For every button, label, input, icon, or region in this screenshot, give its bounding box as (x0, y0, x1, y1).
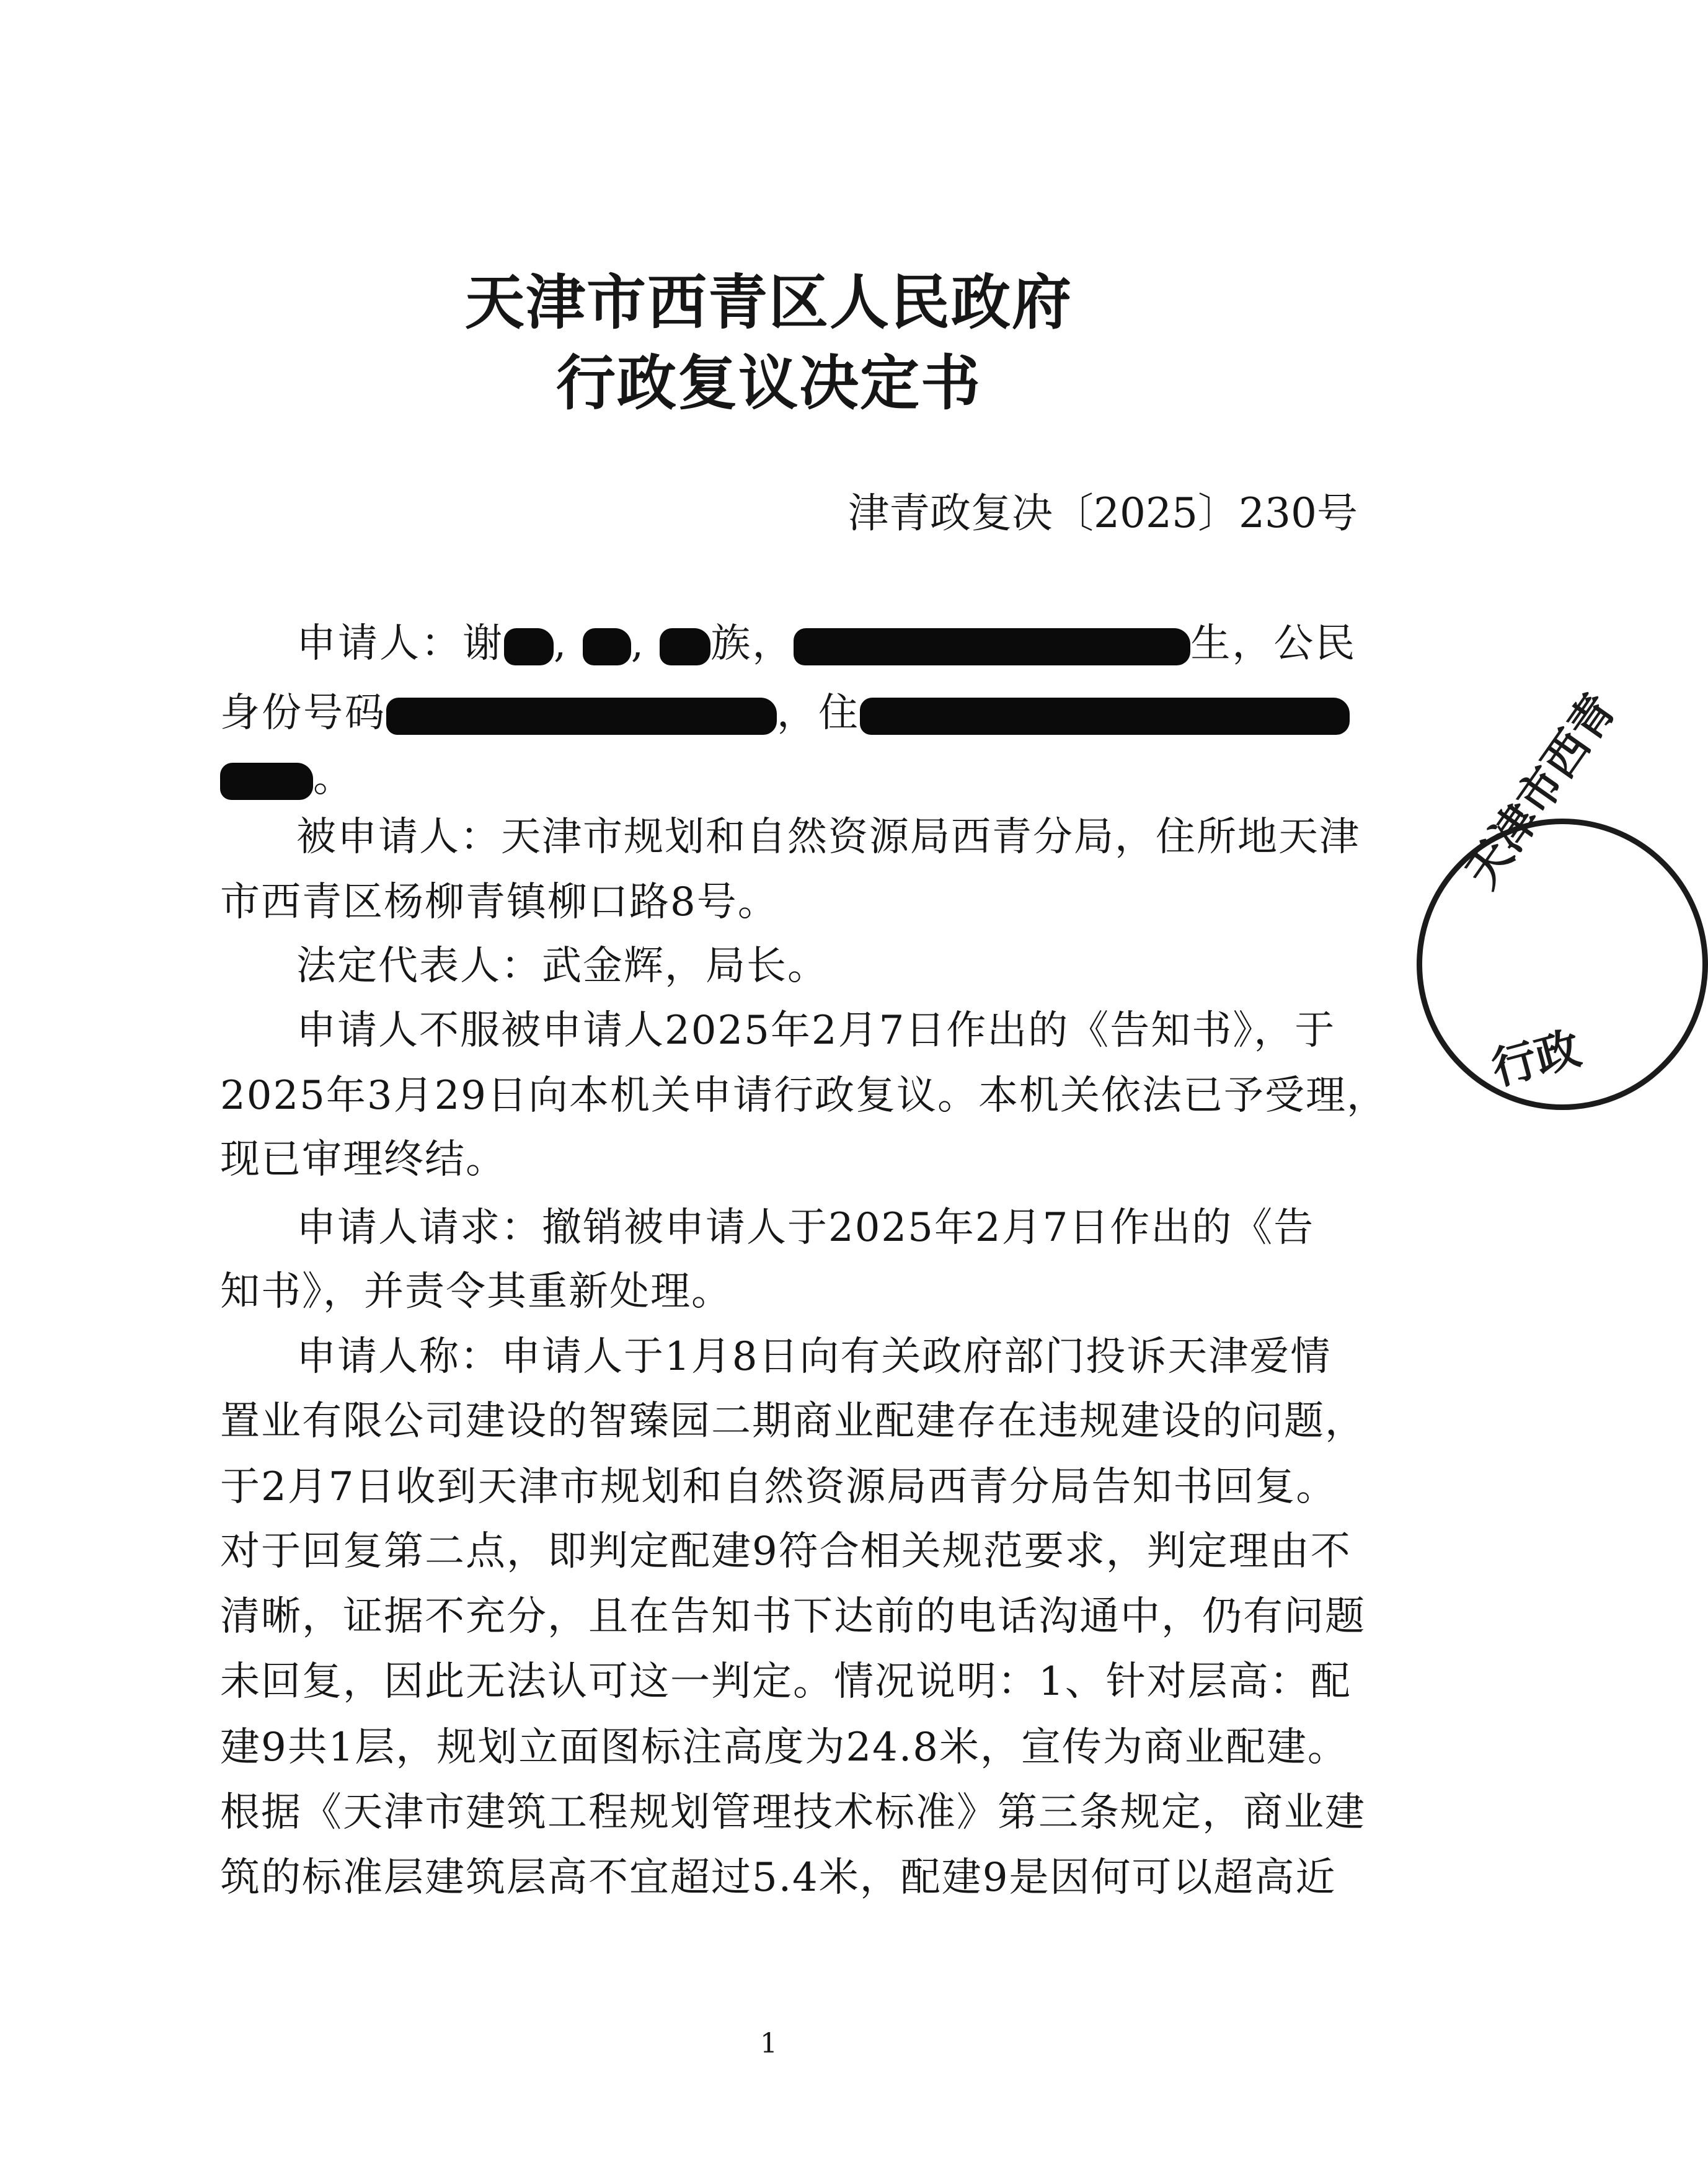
applicant-line-2 (220, 688, 1350, 738)
redaction-block (583, 628, 631, 665)
applicant-ethnicity-suffix: 族， (710, 621, 794, 667)
claim-line-6: 未回复，因此无法认可这一判定。情况说明：1、针对层高：配 (220, 1659, 1352, 1705)
address-label: ，住 (777, 690, 860, 736)
document-title-line-1: 天津市西青区人民政府 (465, 267, 1073, 337)
claim-line-1: 申请人称：申请人于1月8日向有关政府部门投诉天津爱情 (296, 1334, 1332, 1380)
applicant-line-1: 申请人：谢 , , 族， 生，公民 (296, 621, 1357, 667)
background-line-2: 2025年3月29日向本机关申请行政复议。本机关依法已予受理， (220, 1073, 1388, 1119)
legal-representative: 法定代表人：武金辉，局长。 (296, 943, 828, 989)
applicant-name-start: 谢 (462, 621, 504, 667)
claim-line-9: 筑的标准层建筑层高不宜超过5.4米，配建9是因何可以超高近 (220, 1855, 1337, 1901)
redaction-block (660, 628, 710, 665)
applicant-line-3 (220, 753, 353, 803)
applicant-label: 申请人： (296, 621, 462, 667)
claim-line-2: 置业有限公司建设的智臻园二期商业配建存在违规建设的问题， (220, 1398, 1366, 1444)
seal-text-lower: 行政 (1485, 1021, 1586, 1096)
id-number-label: 身份号码 (220, 690, 386, 736)
redaction-block (860, 698, 1350, 735)
claim-line-5: 清晰，证据不充分，且在告知书下达前的电话沟通中，仍有问题 (220, 1594, 1366, 1640)
redaction-block (794, 628, 1190, 665)
background-line-1: 申请人不服被申请人2025年2月7日作出的《告知书》，于 (296, 1008, 1336, 1054)
applicant-line-end: 。 (313, 755, 353, 801)
document-title-line-2: 行政复议决定书 (556, 348, 981, 418)
seal-text: 天津市西青 (1454, 683, 1626, 897)
redaction-block (220, 763, 313, 800)
request-line-2: 知书》，并责令其重新处理。 (220, 1269, 732, 1315)
background-line-3: 现已审理终结。 (220, 1137, 507, 1183)
request-line-1: 申请人请求：撤销被申请人于2025年2月7日作出的《告 (296, 1205, 1315, 1251)
claim-line-3: 于2月7日收到天津市规划和自然资源局西青分局告知书回复。 (220, 1464, 1337, 1510)
official-seal (1417, 683, 1708, 1110)
page-number: 1 (760, 2028, 777, 2059)
claim-line-8: 根据《天津市建筑工程规划管理技术标准》第三条规定，商业建 (220, 1790, 1366, 1836)
respondent-line-1: 被申请人：天津市规划和自然资源局西青分局，住所地天津 (296, 814, 1360, 860)
claim-line-7: 建9共1层，规划立面图标注高度为24.8米，宣传为商业配建。 (220, 1725, 1348, 1770)
document-number: 津青政复决〔2025〕230号 (848, 489, 1358, 537)
respondent-line-2: 市西青区杨柳青镇柳口路8号。 (220, 879, 779, 925)
redaction-block (504, 628, 554, 665)
applicant-birth-suffix: 生，公民 (1190, 621, 1357, 667)
redaction-block (386, 698, 777, 735)
claim-line-4: 对于回复第二点，即判定配建9符合相关规范要求，判定理由不 (220, 1529, 1352, 1574)
